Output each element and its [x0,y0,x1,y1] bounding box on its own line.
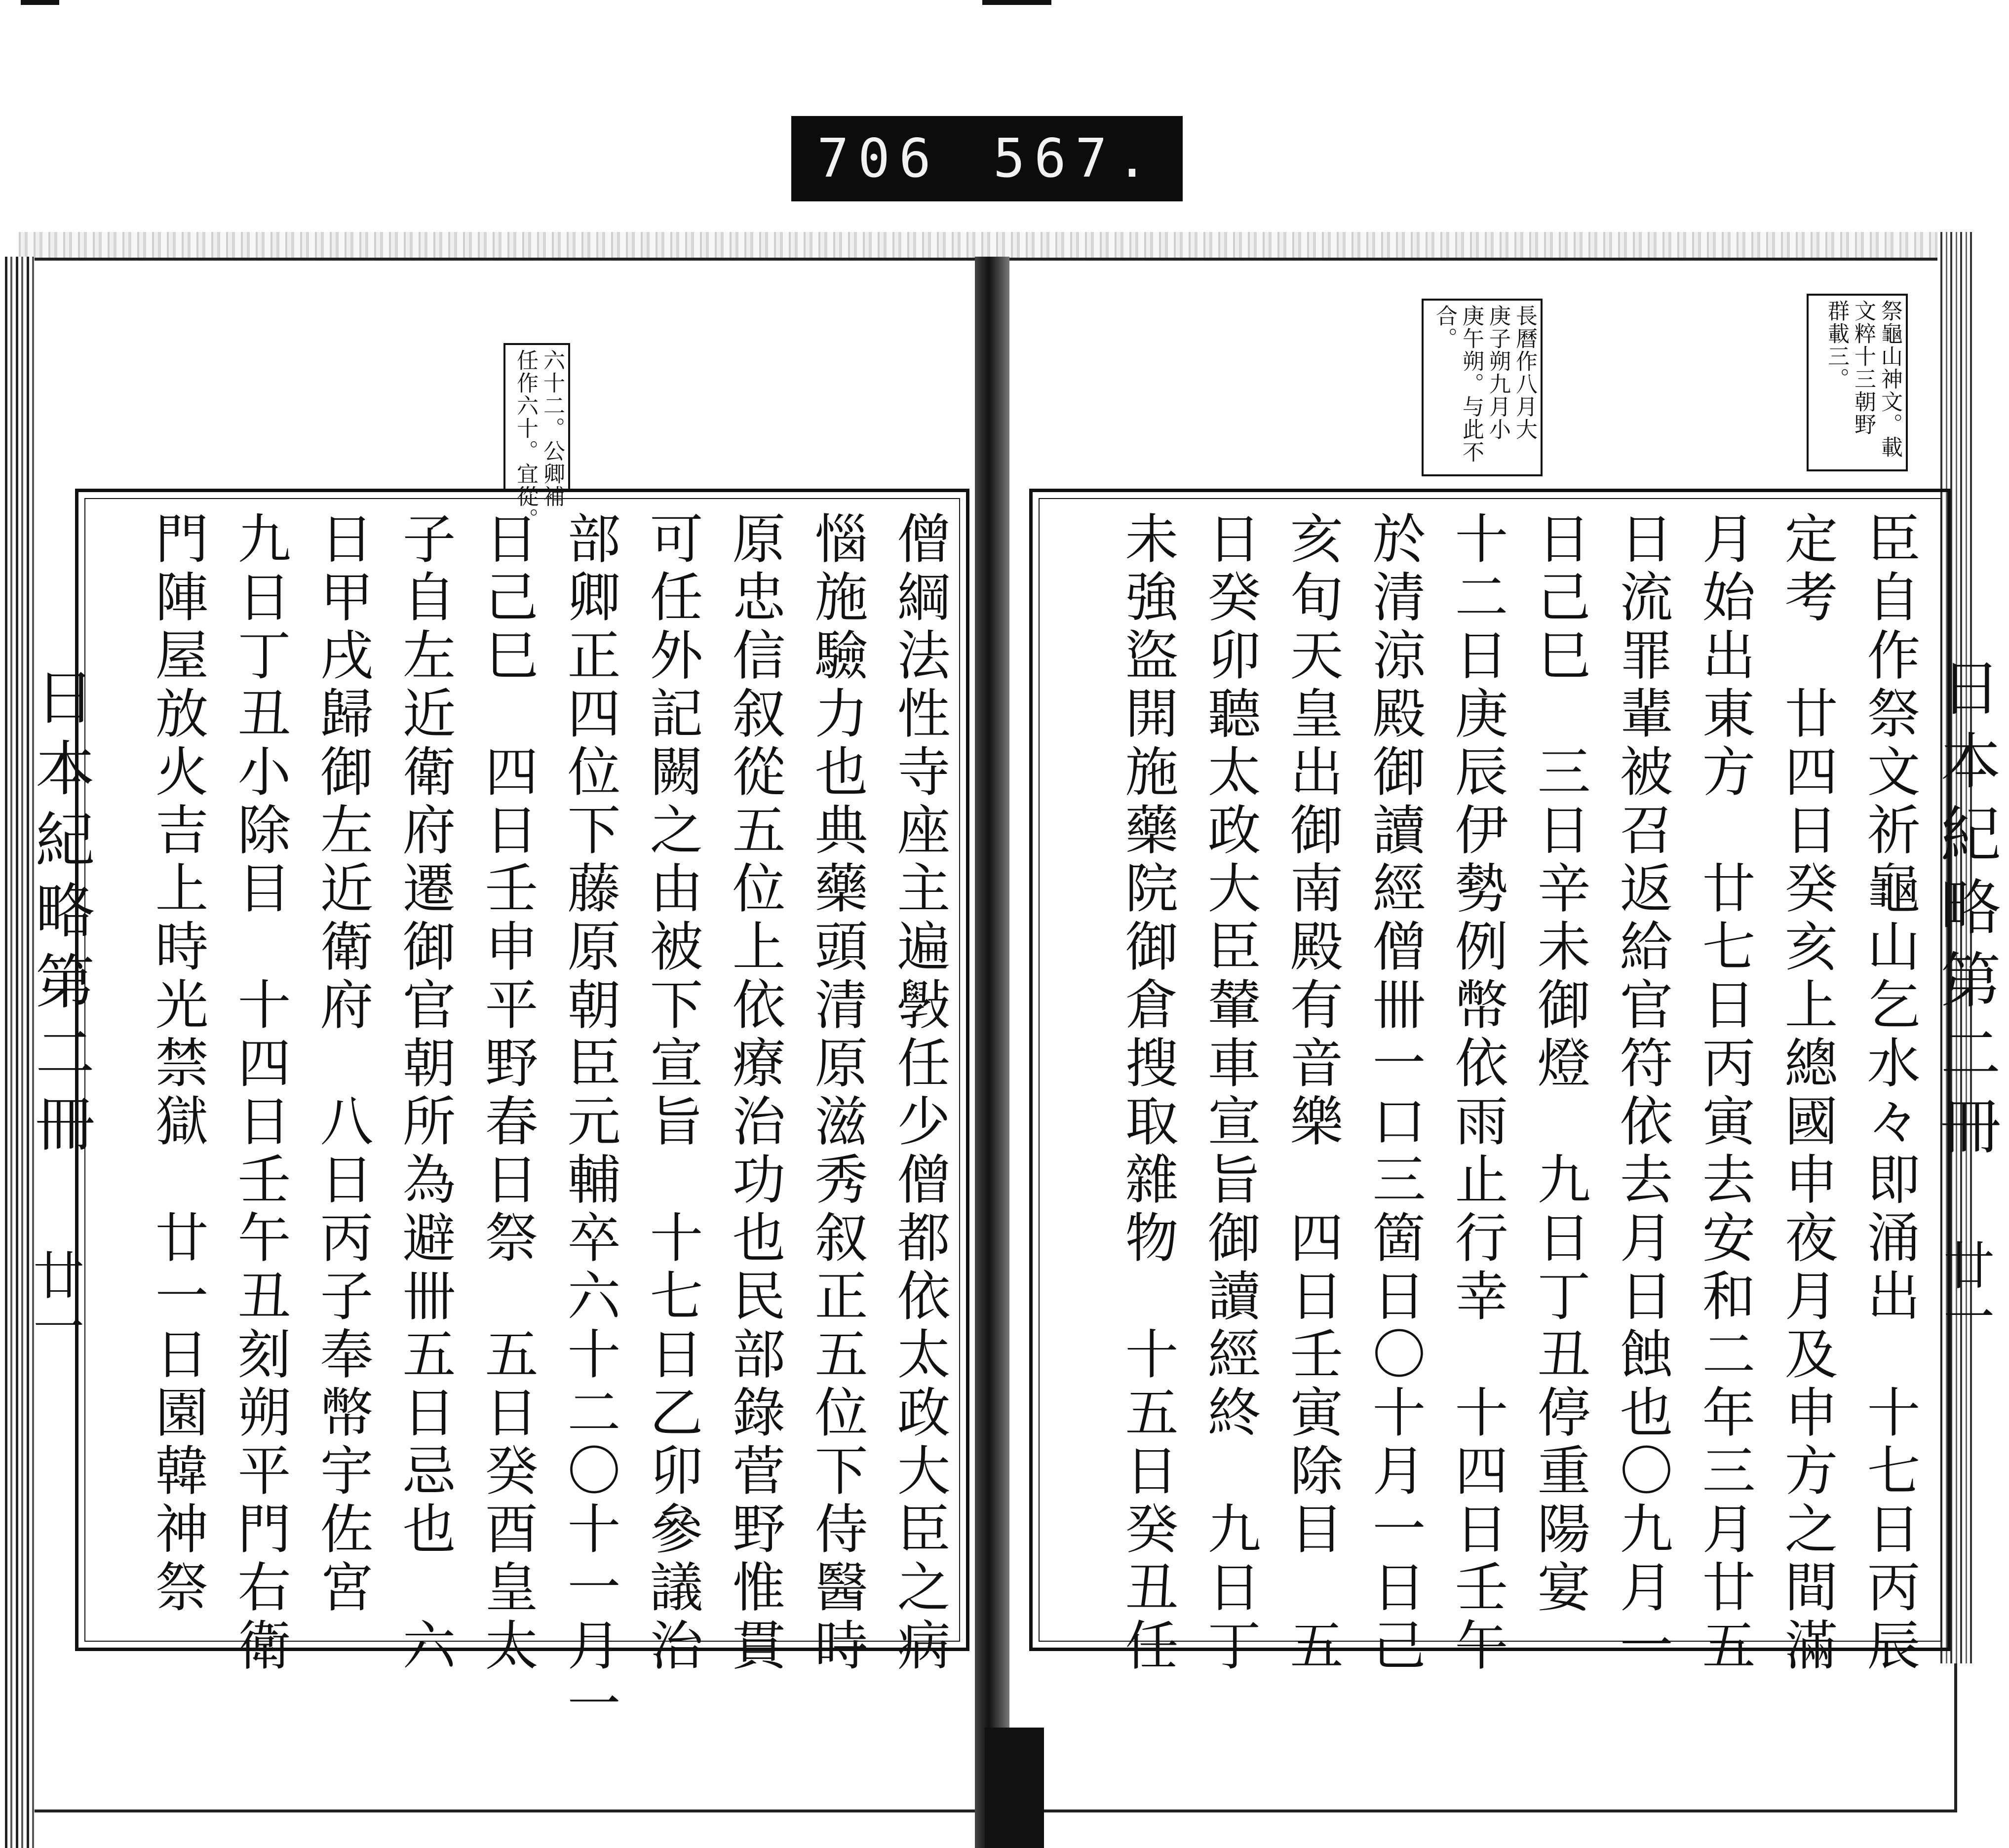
text-column: 日癸卯聽太政大臣輦車宣旨御讀經終 九日丁 [1198,511,1260,1676]
text-column: 子自左近衛府遷御官朝所為避卌五日忌也 六 [393,511,455,1676]
left-page-body [136,511,960,1734]
text-column: 於清涼殿御讀經僧卌一口三箇日〇十月一日己 [1363,511,1425,1676]
running-head-right: 日本紀略第二冊 [1931,656,2001,1168]
headnote-line: 文粹十三朝野 [1851,300,1876,436]
headnote-line: 長曆作八月大 [1512,305,1537,441]
text-column: 亥旬天皇出御南殿有音樂 四日壬寅除目 五 [1281,511,1343,1676]
text-column: 月始出東方 廿七日丙寅去安和二年三月廿五 [1693,511,1755,1676]
text-column: 僧綱法性寺座主遍斅任少僧都依太政大臣之病 [888,511,950,1676]
page-folio-right: 廿一 [1934,1239,1995,1342]
running-head-left: 日本紀略第二冊 [26,666,94,1164]
headnote-line: 祭龜山神文。載 [1877,300,1902,459]
text-column: 日己巳 四日壬申平野春日祭 五日癸酉皇太 [476,511,538,1676]
text-column: 日流罪輩被召返給官符依去月日蝕也〇九月一 [1611,511,1672,1676]
text-column: 惱施驗力也典藥頭清原滋秀叙正五位下侍醫時 [806,511,867,1676]
page-folio-left: 廿一 [24,1249,84,1351]
text-column: 未強盜開施藥院御倉搜取雜物 十五日癸丑任 [1116,511,1178,1676]
text-column: 門陣屋放火吉上時光禁獄 廿一日園韓神祭 [146,511,208,1617]
headnote-line: 合。 [1432,305,1457,350]
headnote-line: 庚午朔。与此不 [1459,305,1484,463]
right-page-body [1106,511,1930,1676]
text-column: 九日丁丑小除目 十四日壬午丑刻朔平門右衛 [229,511,290,1676]
film-number-right: 567. [993,128,1157,190]
text-column: 十二日庚辰伊勢例幣依雨止行幸 十四日壬午 [1446,511,1507,1676]
text-column: 日己巳 三日辛未御燈 九日丁丑停重陽宴 [1528,511,1590,1617]
headnote-left-page [503,343,570,531]
text-column: 可任外記闕之由被下宣旨 十七日乙卯參議治 [641,511,702,1676]
headnote-line: 六十二。公卿補 [540,349,565,508]
headnote-line: 任作六十。宜從。 [513,349,538,531]
text-column: 部卿正四位下藤原朝臣元輔卒六十二〇十一月一 [558,511,620,1734]
text-column: 原忠信叙從五位上依療治功也民部錄菅野惟貫 [723,511,785,1676]
scan-blot-left [21,0,59,5]
film-number-label [791,116,1183,201]
gutter-shadow [985,1728,1044,1848]
headnote-right-page-calendar [1422,299,1543,476]
film-number-left: 706 [817,128,940,190]
text-column: 臣自作祭文祈龜山乞水々即涌出 十七日丙辰 [1858,511,1920,1676]
headnote-right-page-source [1807,294,1908,471]
headnote-line: 庚子朔九月小 [1485,305,1510,441]
headnote-line: 群載三。 [1824,300,1849,390]
scan-blot-center [982,0,1051,5]
text-column: 定考 廿四日癸亥上總國申夜月及申方之間滿 [1776,511,1837,1676]
text-column: 日甲戌歸御左近衛府 八日丙子奉幣宇佐宮 [311,511,373,1617]
book-gutter [975,257,1009,1848]
